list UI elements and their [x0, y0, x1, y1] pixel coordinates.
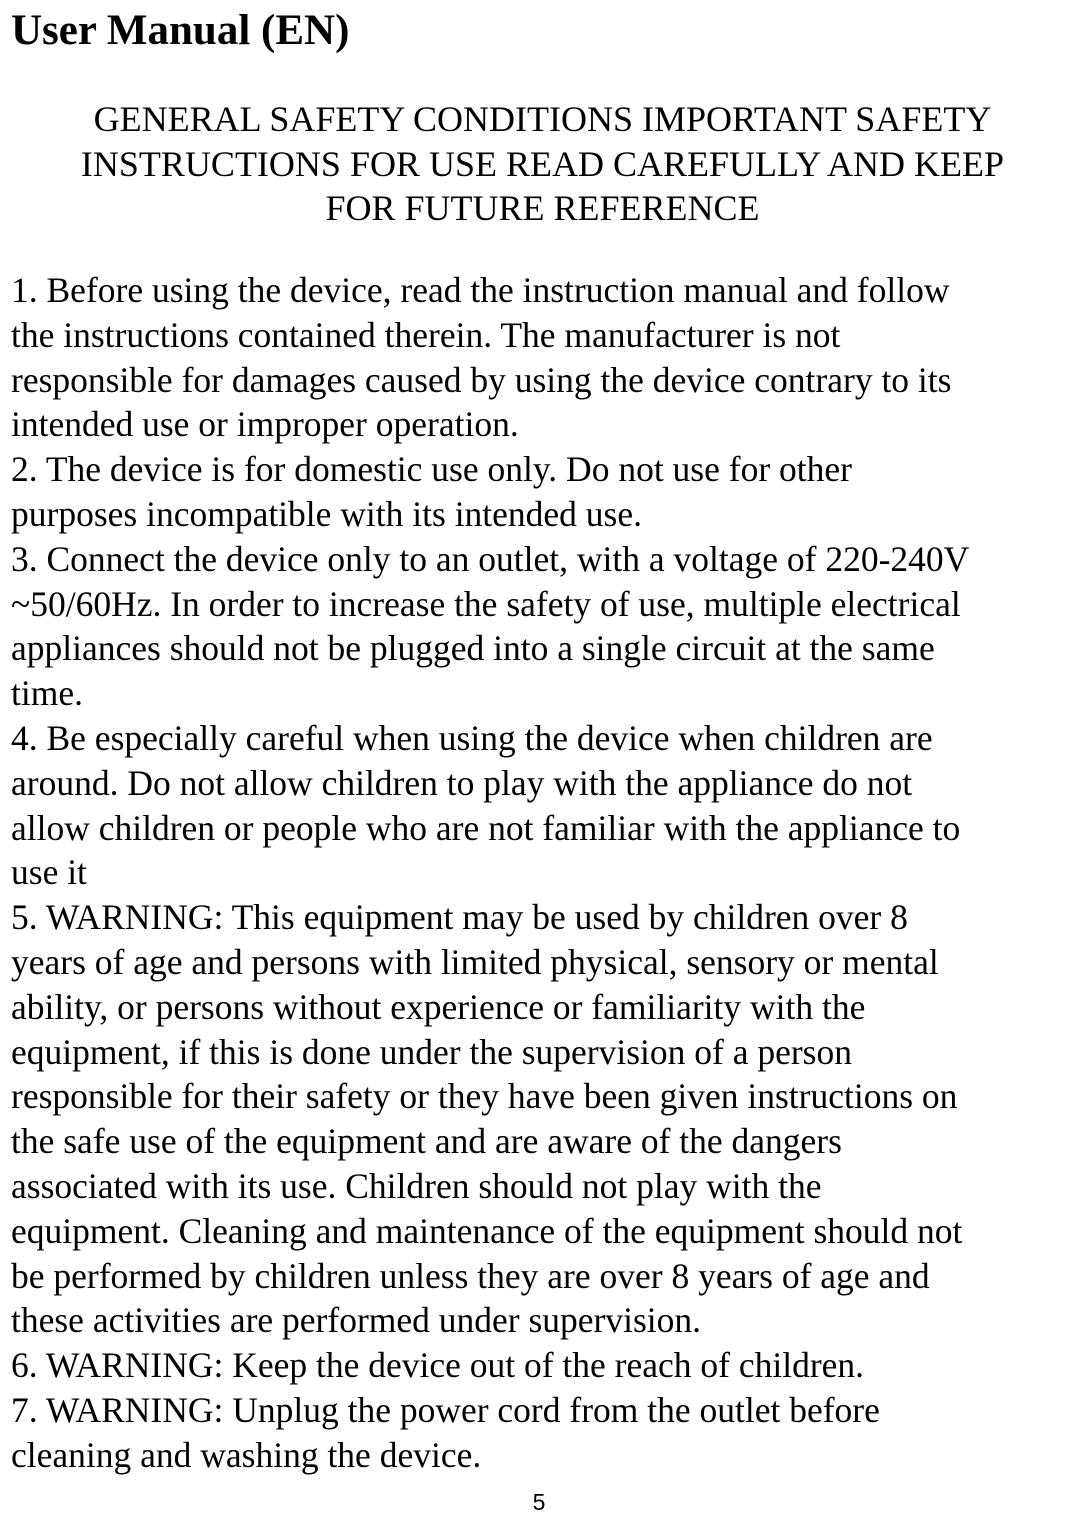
text-line: years of age and persons with limited physical, sensory or mental: [11, 941, 939, 982]
text-line: ability, or persons without experience or familiarity with the: [11, 986, 866, 1027]
text-line: intended use or improper operation.: [11, 404, 519, 445]
heading-line: FOR FUTURE REFERENCE: [325, 188, 760, 228]
text-line: ~50/60Hz. In order to increase the safety of use, multiple electrical: [11, 583, 961, 624]
text-line: be performed by children unless they are over 8 years of age and: [11, 1255, 930, 1296]
page-number: 5: [532, 1489, 546, 1515]
page-title: User Manual (EN): [11, 7, 350, 54]
text-line: purposes incompatible with its intended use.: [11, 493, 643, 534]
text-line: appliances should not be plugged into a single circuit at the same: [11, 628, 935, 669]
text-line: 2. The device is for domestic use only. Do not use for other: [11, 449, 852, 490]
text-line: 1. Before using the device, read the instruction manual and follow: [11, 270, 950, 310]
text-line: equipment. Cleaning and maintenance of the equipment should not: [11, 1210, 963, 1251]
text-line: 5. WARNING: This equipment may be used by children over 8: [11, 897, 908, 938]
text-line: the safe use of the equipment and are aware of the dangers: [11, 1121, 842, 1162]
text-line: responsible for their safety or they have been given instructions on: [11, 1076, 958, 1117]
text-line: 3. Connect the device only to an outlet, with a voltage of 220-240V: [11, 538, 970, 579]
text-line: responsible for damages caused by using the device contrary to its: [11, 359, 952, 400]
text-line: use it: [11, 852, 87, 893]
text-line: the instructions contained therein. The manufacturer is not: [11, 314, 841, 355]
text-line: equipment, if this is done under the supervision of a person: [11, 1031, 852, 1072]
text-line: 7. WARNING: Unplug the power cord from the outlet before: [11, 1389, 880, 1430]
text-line: around. Do not allow children to play with the appliance do not: [11, 762, 913, 803]
text-line: associated with its use. Children should not play with the: [11, 1165, 822, 1206]
text-line: cleaning and washing the device.: [11, 1434, 482, 1475]
safety-instructions: [11, 268, 1067, 1478]
heading-line: GENERAL SAFETY CONDITIONS IMPORTANT SAFETY: [93, 99, 992, 139]
heading-line: INSTRUCTIONS FOR USE READ CAREFULLY AND KEEP: [80, 143, 1005, 184]
text-line: these activities are performed under supervision.: [11, 1300, 702, 1341]
text-line: 4. Be especially careful when using the device when children are: [11, 717, 933, 758]
safety-heading: [20, 97, 1065, 231]
text-line: 6. WARNING: Keep the device out of the reach of children.: [11, 1345, 865, 1386]
text-line: time.: [11, 673, 83, 714]
text-line: allow children or people who are not familiar with the appliance to: [11, 807, 961, 848]
